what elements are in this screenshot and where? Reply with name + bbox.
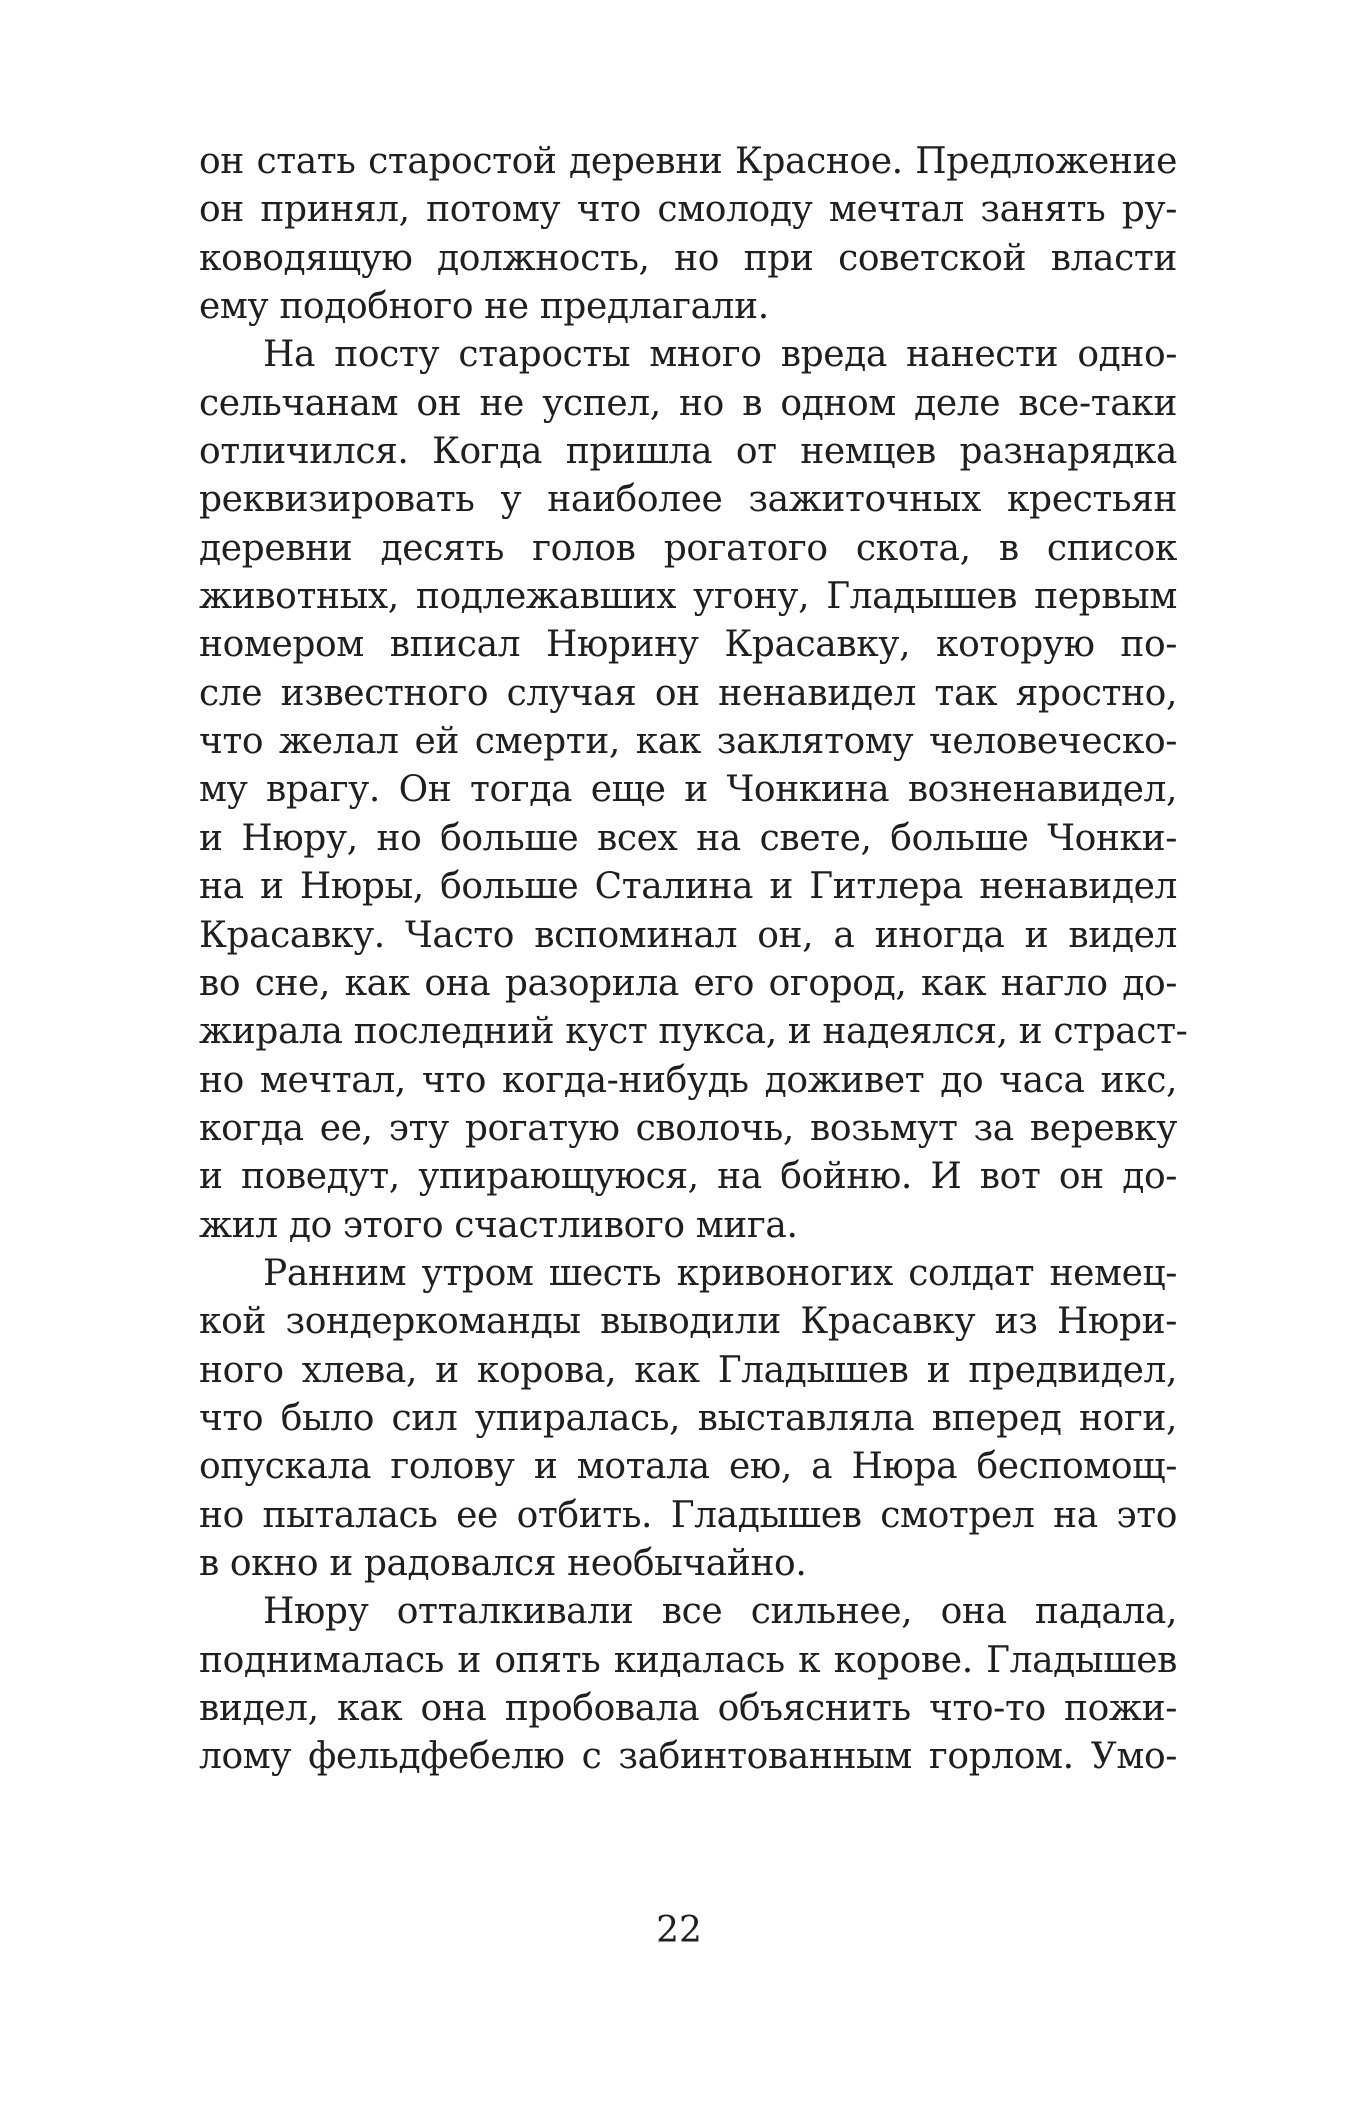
paragraph-4 xyxy=(199,1588,1177,1781)
text-line: ного хлева, и корова, как Гладышев и предвидел, xyxy=(199,1349,1177,1391)
text-line: му врагу. Он тогда еще и Чонкина возненавидел, xyxy=(199,769,1177,811)
paragraph-1 xyxy=(199,138,1177,331)
text-line: что было сил упиралась, выставляла вперед ноги, xyxy=(199,1397,1177,1439)
text-line: На посту старосты много вреда нанести одно- xyxy=(263,334,1177,376)
text-line: он стать старостой деревни Красное. Предложение xyxy=(199,141,1177,182)
text-line: что желал ей смерти, как заклятому человеческо- xyxy=(199,721,1177,763)
body-text xyxy=(199,138,1188,1782)
paragraph-2 xyxy=(199,331,1188,1250)
text-line: лому фельдфебелю с забинтованным горлом. Умо- xyxy=(199,1736,1177,1778)
text-line: но мечтал, что когда-нибудь доживет до часа икс, xyxy=(199,1059,1177,1101)
text-line: жирала последний куст пукса, и надеялся, и страст- xyxy=(199,1011,1188,1053)
text-line: и поведут, упирающуюся, на бойню. И вот он до- xyxy=(199,1156,1177,1198)
text-line: отличился. Когда пришла от немцев разнарядка xyxy=(199,431,1177,473)
text-line: на и Нюры, больше Сталина и Гитлера ненавидел xyxy=(199,866,1177,908)
paragraph-3 xyxy=(199,1250,1177,1588)
text-line: Красавку. Часто вспоминал он, а иногда и видел xyxy=(199,914,1177,956)
text-line: когда ее, эту рогатую сволочь, возьмут за веревку xyxy=(199,1107,1177,1149)
text-line: Ранним утром шесть кривоногих солдат немец- xyxy=(263,1252,1177,1294)
text-line: деревни десять голов рогатого скота, в список xyxy=(199,527,1177,569)
text-line: во сне, как она разорила его огород, как нагло до- xyxy=(199,962,1177,1004)
text-line: но пыталась ее отбить. Гладышев смотрел на это xyxy=(199,1494,1177,1536)
text-line: ему подобного не предлагали. xyxy=(199,286,769,328)
text-line: ководящую должность, но при советской власти xyxy=(199,237,1177,279)
text-line: номером вписал Нюрину Красавку, которую по- xyxy=(199,624,1177,666)
text-line: реквизировать у наиболее зажиточных крестьян xyxy=(199,479,1177,521)
text-line: животных, подлежавших угону, Гладышев первым xyxy=(199,576,1177,618)
text-line: опускала голову и мотала ею, а Нюра беспомощ- xyxy=(199,1446,1177,1488)
text-line: жил до этого счастливого мига. xyxy=(199,1204,798,1246)
text-line: видел, как она пробовала объяснить что-то пожи- xyxy=(199,1688,1177,1729)
text-line: кой зондеркоманды выводили Красавку из Нюри- xyxy=(199,1301,1177,1343)
text-line: поднималась и опять кидалась к корове. Гладышев xyxy=(199,1639,1177,1681)
text-line: Нюру отталкивали все сильнее, она падала, xyxy=(263,1591,1177,1633)
text-line: сельчанам он не успел, но в одном деле все-таки xyxy=(199,382,1177,424)
text-line: в окно и радовался необычайно. xyxy=(199,1542,807,1584)
text-line: и Нюру, но больше всех на свете, больше Чонки- xyxy=(199,817,1177,859)
page-number: 22 xyxy=(656,1910,702,1951)
text-line: сле известного случая он ненавидел так яростно, xyxy=(199,672,1177,714)
text-line: он принял, потому что смолоду мечтал занять ру- xyxy=(199,189,1177,231)
